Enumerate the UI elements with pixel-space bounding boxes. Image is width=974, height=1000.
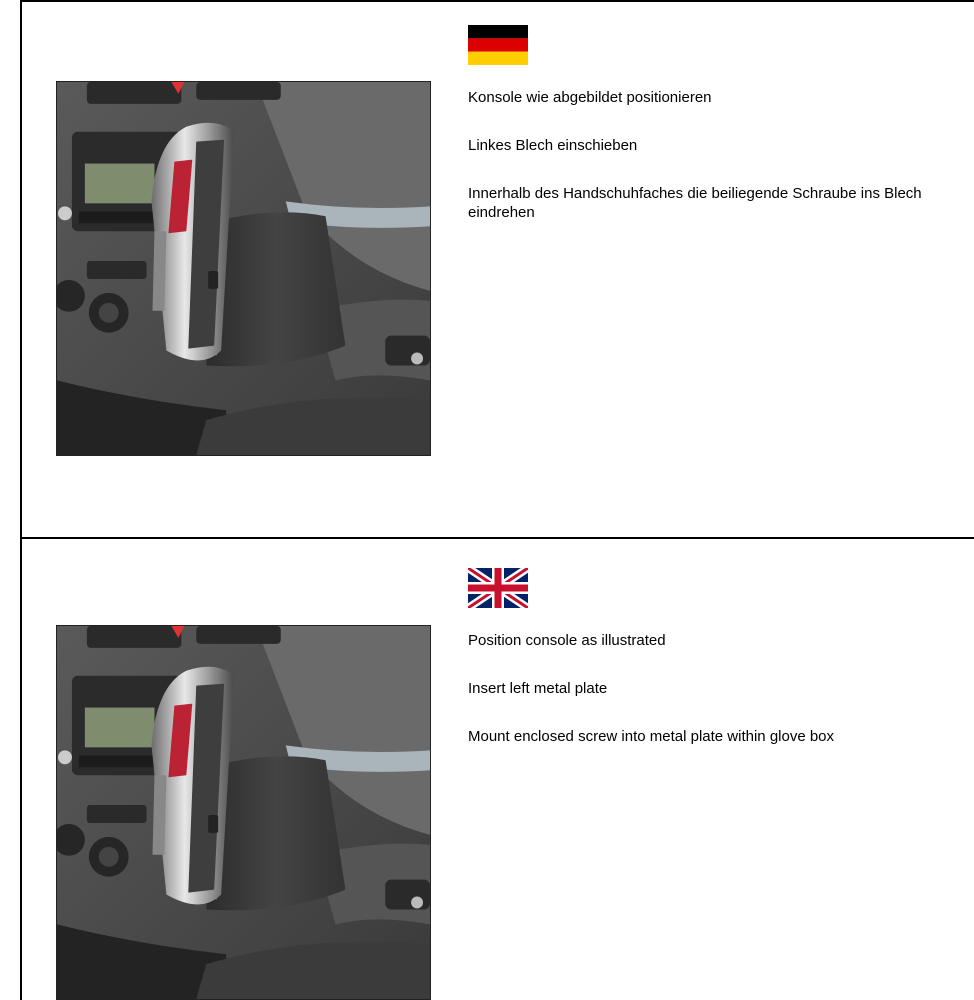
step-text: Position console as illustrated (468, 632, 666, 649)
united-kingdom-flag-icon (468, 568, 528, 608)
step-text: Mount enclosed screw into metal plate within glove box (468, 728, 835, 745)
flag-de (468, 25, 528, 65)
section-english (20, 539, 974, 1000)
flag-uk (468, 568, 528, 608)
steps-list-de (468, 88, 958, 251)
car-dashboard-console-photo-icon (57, 626, 430, 999)
dashboard-photo-en (56, 625, 431, 1000)
section-german (20, 0, 974, 538)
step-text: Innerhalb des Handschuhfaches die beiliegende Schraube ins Blech eindrehen (468, 185, 922, 221)
step-text: Insert left metal plate (468, 680, 608, 697)
dashboard-photo-de (56, 81, 431, 456)
car-dashboard-console-photo-icon (57, 82, 430, 455)
step-text: Linkes Blech einschieben (468, 137, 638, 154)
step-text: Konsole wie abgebildet positionieren (468, 89, 712, 106)
germany-flag-icon (468, 25, 528, 65)
steps-list-en (468, 631, 958, 775)
